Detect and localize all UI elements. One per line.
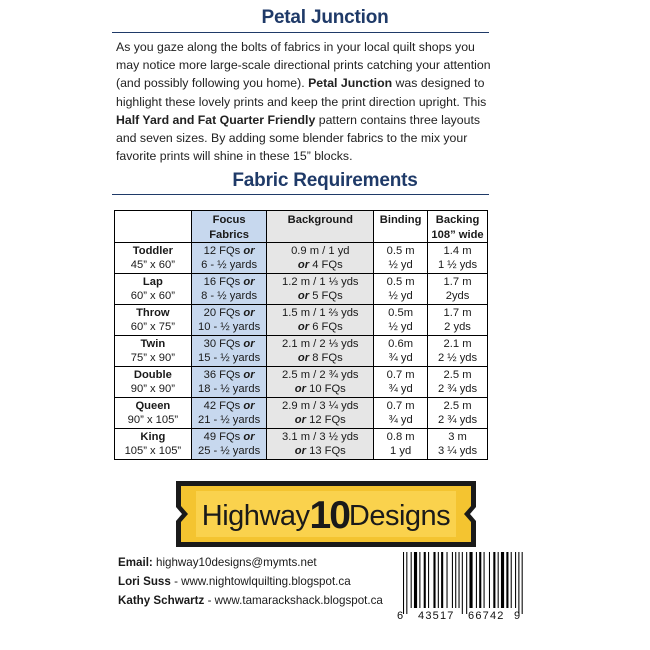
header-size	[115, 211, 192, 243]
barcode-bar	[479, 552, 481, 608]
focus-fabrics-cell: 30 FQs or 15 - ½ yards	[191, 336, 267, 367]
barcode-bar	[424, 552, 426, 608]
barcode-bar	[419, 552, 420, 608]
background-cell: 1.5 m / 1 ⅔ yds or 6 FQs	[267, 305, 374, 336]
backing-cell: 3 m 3 ¼ yds	[428, 429, 488, 460]
backing-cell: 2.5 m 2 ¾ yds	[428, 367, 488, 398]
binding-cell: 0.8 m 1 yd	[374, 429, 428, 460]
contact-lori-suss: Lori Suss - www.nightowlquilting.blogspot.ca	[118, 575, 351, 588]
table-row	[115, 398, 488, 429]
binding-cell: 0.5 m ½ yd	[374, 243, 428, 274]
barcode-bar	[493, 552, 495, 608]
table-row	[115, 274, 488, 305]
barcode-bar	[515, 552, 516, 608]
intro-pattern-name: Petal Junction	[308, 76, 393, 91]
focus-fabrics-cell: 49 FQs or 25 - ½ yards	[191, 429, 267, 460]
title-divider	[112, 32, 489, 33]
barcode-bar	[406, 552, 407, 614]
header-background: Background	[267, 211, 374, 243]
size-cell: Double 90” x 90”	[115, 367, 192, 398]
table-row	[115, 367, 488, 398]
barcode-bar	[518, 552, 519, 614]
barcode-bar	[455, 552, 456, 608]
backing-cell: 2.1 m 2 ½ yds	[428, 336, 488, 367]
background-cell: 2.9 m / 3 ¼ yds or 12 FQs	[267, 398, 374, 429]
focus-fabrics-cell: 36 FQs or 18 - ½ yards	[191, 367, 267, 398]
size-cell: King 105” x 105”	[115, 429, 192, 460]
binding-cell: 0.5 m ½ yd	[374, 274, 428, 305]
barcode-bar	[433, 552, 435, 608]
table-row	[115, 336, 488, 367]
barcode-bar	[489, 552, 490, 608]
section-divider	[112, 194, 489, 195]
barcode-bar	[459, 552, 460, 608]
contact-email: Email: highway10designs@mymts.net	[118, 556, 317, 569]
logo-wordmark: Highway10Designs	[201, 494, 451, 537]
table-row	[115, 429, 488, 460]
barcode-bar	[466, 552, 467, 614]
contact-kathy-schwartz: Kathy Schwartz - www.tamarackshack.blogspot.ca	[118, 594, 383, 607]
header-backing: Backing 108” wide	[428, 211, 488, 243]
table-row	[115, 243, 488, 274]
barcode-bar	[452, 552, 453, 608]
binding-cell: 0.5m ½ yd	[374, 305, 428, 336]
highway-10-designs-logo	[170, 477, 482, 551]
focus-fabrics-cell: 20 FQs or 10 - ½ yards	[191, 305, 267, 336]
barcode-bar	[501, 552, 504, 608]
table-header-row	[115, 211, 488, 243]
barcode-digit-first: 6	[397, 610, 404, 622]
background-cell: 1.2 m / 1 ⅓ yds or 5 FQs	[267, 274, 374, 305]
barcode-bar	[438, 552, 439, 608]
page-title: Petal Junction	[261, 7, 389, 28]
barcode-bar	[476, 552, 477, 608]
barcode-bar	[411, 552, 412, 608]
focus-fabrics-cell: 12 FQs or 6 - ½ yards	[191, 243, 267, 274]
barcode-bar	[428, 552, 429, 608]
binding-cell: 0.6m ¾ yd	[374, 336, 428, 367]
barcode-digits-right: 66742	[468, 610, 505, 622]
intro-text-3: pattern contains three layouts and seven sizes. By adding some blender fabrics to the mix your favorite prints will shine in these 15” blocks.	[116, 112, 481, 164]
barcode-bar	[403, 552, 404, 614]
focus-fabrics-cell: 42 FQs or 21 - ½ yards	[191, 398, 267, 429]
barcode-bar	[522, 552, 523, 614]
header-binding: Binding	[374, 211, 428, 243]
binding-cell: 0.7 m ¾ yd	[374, 367, 428, 398]
barcode-bar	[462, 552, 463, 614]
size-cell: Twin 75” x 90”	[115, 336, 192, 367]
size-cell: Toddler 45” x 60”	[115, 243, 192, 274]
barcode-bar	[511, 552, 512, 608]
intro-feature: Half Yard and Fat Quarter Friendly	[116, 112, 316, 127]
intro-text-2: was designed to highlight these lovely prints and keep the print direction upright. This	[116, 76, 487, 109]
background-cell: 0.9 m / 1 yd or 4 FQs	[267, 243, 374, 274]
binding-cell: 0.7 m ¾ yd	[374, 398, 428, 429]
intro-text-1: As you gaze along the bolts of fabrics in your local quilt shops you may notice more large-scale directional prints catching your attention (and possibly following you home).	[116, 40, 491, 91]
background-cell: 2.5 m / 2 ¾ yds or 10 FQs	[267, 367, 374, 398]
table-row	[115, 305, 488, 336]
backing-cell: 1.7 m 2yds	[428, 274, 488, 305]
fabric-requirements-table	[114, 210, 488, 460]
barcode-bar	[498, 552, 499, 608]
barcode-bar	[469, 552, 472, 608]
focus-fabrics-cell: 16 FQs or 8 - ½ yards	[191, 274, 267, 305]
barcode-digit-last: 9	[514, 610, 521, 622]
barcode-bar	[447, 552, 448, 608]
backing-cell: 1.4 m 1 ½ yds	[428, 243, 488, 274]
barcode-bar	[506, 552, 508, 608]
section-title: Fabric Requirements	[232, 170, 418, 191]
size-cell: Lap 60” x 60”	[115, 274, 192, 305]
barcode-bar	[414, 552, 417, 608]
backing-cell: 2.5 m 2 ¾ yds	[428, 398, 488, 429]
size-cell: Queen 90” x 105”	[115, 398, 192, 429]
barcode-bar	[441, 552, 443, 608]
barcode-bar	[484, 552, 485, 608]
intro-paragraph	[116, 38, 496, 165]
size-cell: Throw 60” x 75”	[115, 305, 192, 336]
background-cell: 3.1 m / 3 ½ yds or 13 FQs	[267, 429, 374, 460]
background-cell: 2.1 m / 2 ⅓ yds or 8 FQs	[267, 336, 374, 367]
backing-cell: 1.7 m 2 yds	[428, 305, 488, 336]
barcode-digits-left: 43517	[418, 610, 455, 622]
header-focus-fabrics: Focus Fabrics	[191, 211, 267, 243]
